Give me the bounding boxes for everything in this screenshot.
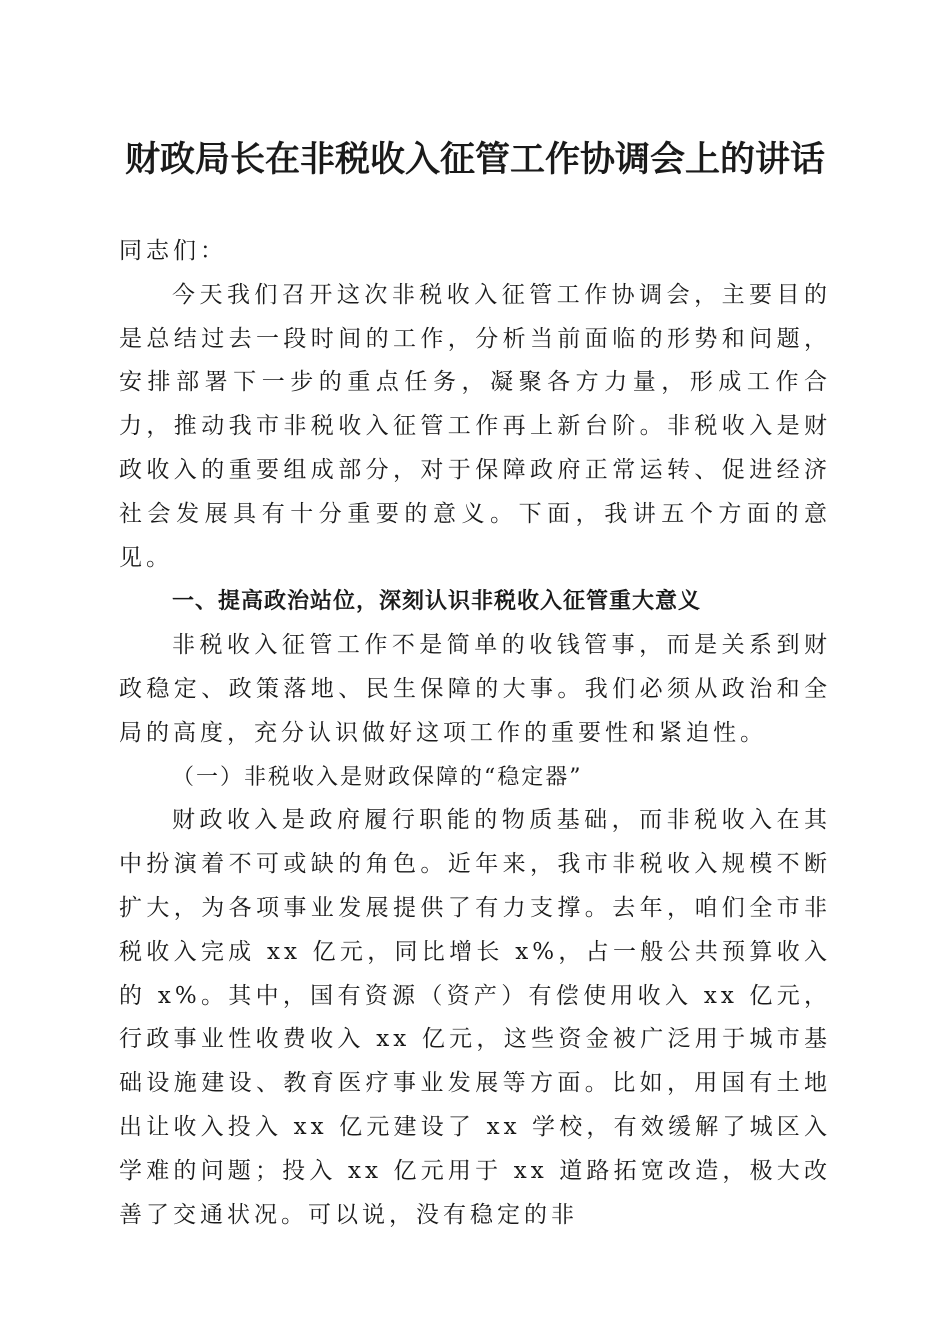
salutation: 同志们： (119, 238, 227, 264)
intro-paragraph: 今天我们召开这次非税收入征管工作协调会，主要目的是总结过去一段时间的工作，分析当前面临的形势和问题，安排部署下一步的重点任务，凝聚各方力量，形成工作合力，推动我市非税收入征管工作再上新台阶。非税收入是财政收入的重要组成部分，对于保障政府正常运转、促进经济社会发展具有十分重要的意义。下面，我讲五个方面的意见。 (119, 281, 831, 571)
subsection-1-paragraph: 财政收入是政府履行职能的物质基础，而非税收入在其中扮演着不可或缺的角色。近年来，我市非税收入规模不断扩大，为各项事业发展提供了有力支撑。去年，咱们全市非税收入完成 xx 亿元，同比增长 x%，占一般公共预算收入的 x%。其中，国有资源（资产）有偿使用收入 xx 亿元，行政事业性收费收入 xx 亿元，这些资金被广泛用于城市基础设施建设、教育医疗事业发展等方面。比如，用国有土地出让收入投入 xx 亿元建设了 xx 学校，有效缓解了城区入学难的问题；投入 xx 亿元用于 xx 道路拓宽改造，极大改善了交通状况。可以说，没有稳定的非 (119, 807, 831, 1228)
subsection-1-heading: （一）非税收入是财政保障的“稳定器” (172, 764, 583, 790)
document-body (119, 230, 831, 1237)
document-title: 财政局长在非税收入征管工作协调会上的讲话 (124, 140, 825, 180)
section-1-heading: 一、提高政治站位，深刻认识非税收入征管重大意义 (172, 589, 702, 615)
section-1-paragraph: 非税收入征管工作不是简单的收钱管事，而是关系到财政稳定、政策落地、民生保障的大事。我们必须从政治和全局的高度，充分认识做好这项工作的重要性和紧迫性。 (119, 632, 831, 746)
